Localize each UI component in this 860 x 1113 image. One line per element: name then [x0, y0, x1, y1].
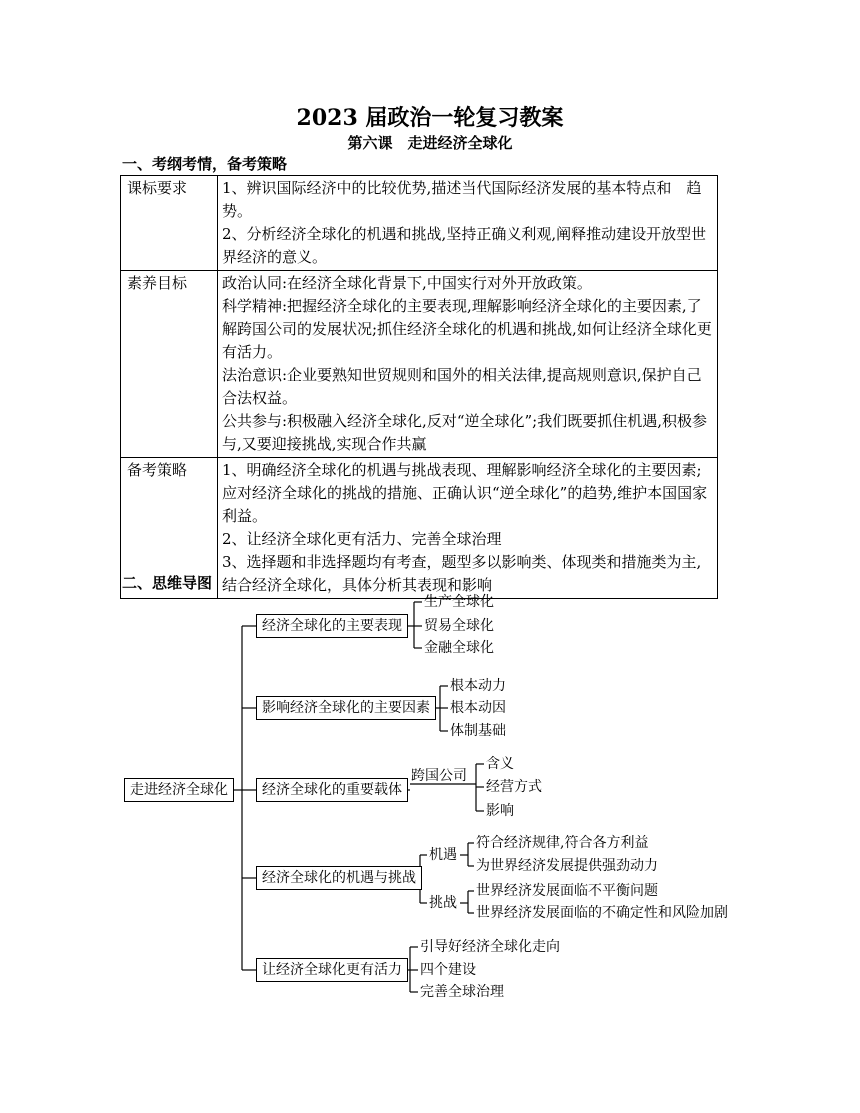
- leaf-trade: 贸易全球化: [424, 618, 494, 634]
- branch-opportunities-challenges: 经济全球化的机遇与挑战: [256, 866, 422, 890]
- leaf-global-governance: 完善全球治理: [420, 984, 504, 1000]
- mindmap-root: 走进经济全球化: [124, 778, 234, 802]
- content-line: 1、明确经济全球化的机遇与挑战表现、理解影响经济全球化的主要因素;应对经济全球化的挑战的措施、正确认识“逆全球化”的趋势,维护本国国家利益。: [222, 461, 708, 525]
- content-line: 政治认同:在经济全球化背景下,中国实行对外开放政策。: [222, 274, 592, 292]
- leaf-finance: 金融全球化: [424, 640, 494, 656]
- content-line: 2、让经济全球化更有活力、完善全球治理: [222, 530, 502, 548]
- leaf-fundamental-force: 根本动力: [450, 678, 506, 694]
- row-key: 备考策略: [121, 458, 218, 599]
- branch-main-factors: 影响经济全球化的主要因素: [256, 696, 436, 720]
- section-heading-exam: 一、考纲考情，备考策略: [122, 155, 288, 173]
- branch-important-carrier: 经济全球化的重要载体: [256, 778, 408, 802]
- content-line: 2、分析经济全球化的机遇和挑战,坚持正确义利观,阐释推动建设开放型世界经济的意义。: [222, 225, 707, 266]
- leaf-four-constructions: 四个建设: [420, 962, 476, 978]
- lesson-subtitle: 第六课 走进经济全球化: [347, 134, 513, 152]
- opportunities-label: 机遇: [429, 847, 457, 863]
- leaf-challenge-2: 世界经济发展面临的不确定性和风险加剧: [476, 905, 728, 921]
- leaf-challenge-1: 世界经济发展面临不平衡问题: [476, 883, 658, 899]
- multinational-company-label: 跨国公司: [411, 768, 467, 784]
- branch-main-manifestations: 经济全球化的主要表现: [256, 614, 408, 638]
- content-line: 科学精神:把握经济全球化的主要表现,理解影响经济全球化的主要因素,了解跨国公司的发展状况;抓住经济全球化的机遇和挑战,如何让经济全球化更有活力。: [222, 297, 712, 361]
- leaf-impact: 影响: [486, 803, 514, 819]
- challenges-label: 挑战: [429, 895, 457, 911]
- leaf-opportunity-1: 符合经济规律,符合各方利益: [476, 835, 649, 851]
- leaf-guide-direction: 引导好经济全球化走向: [420, 939, 560, 955]
- content-line: 公共参与:积极融入经济全球化,反对“逆全球化”;我们既要抓住机遇,积极参与,又要迎接挑战,实现合作共赢: [222, 412, 707, 453]
- row-key: 课标要求: [121, 176, 218, 271]
- page-title: 2023 届政治一轮复习教案: [296, 105, 564, 131]
- leaf-meaning: 含义: [486, 756, 514, 772]
- leaf-production: 生产全球化: [424, 594, 494, 610]
- leaf-business-mode: 经营方式: [486, 779, 542, 795]
- content-line: 3、选择题和非选择题均有考查，题型多以影响类、体现类和措施类为主,结合经济全球化，具体分析其表现和影响: [222, 553, 702, 594]
- content-line: 1、辨识国际经济中的比较优势,描述当代国际经济发展的基本特点和 趋势。: [222, 179, 702, 220]
- row-key: 素养目标: [121, 271, 218, 458]
- content-line: 法治意识:企业要熟知世贸规则和国外的相关法律,提高规则意识,保护自己合法权益。: [222, 366, 702, 407]
- leaf-opportunity-2: 为世界经济发展提供强劲动力: [476, 858, 658, 874]
- branch-more-vitality: 让经济全球化更有活力: [256, 958, 408, 982]
- leaf-fundamental-cause: 根本动因: [450, 700, 506, 716]
- leaf-institutional-basis: 体制基础: [450, 723, 506, 739]
- section-heading-mindmap: 二、思维导图: [122, 574, 213, 592]
